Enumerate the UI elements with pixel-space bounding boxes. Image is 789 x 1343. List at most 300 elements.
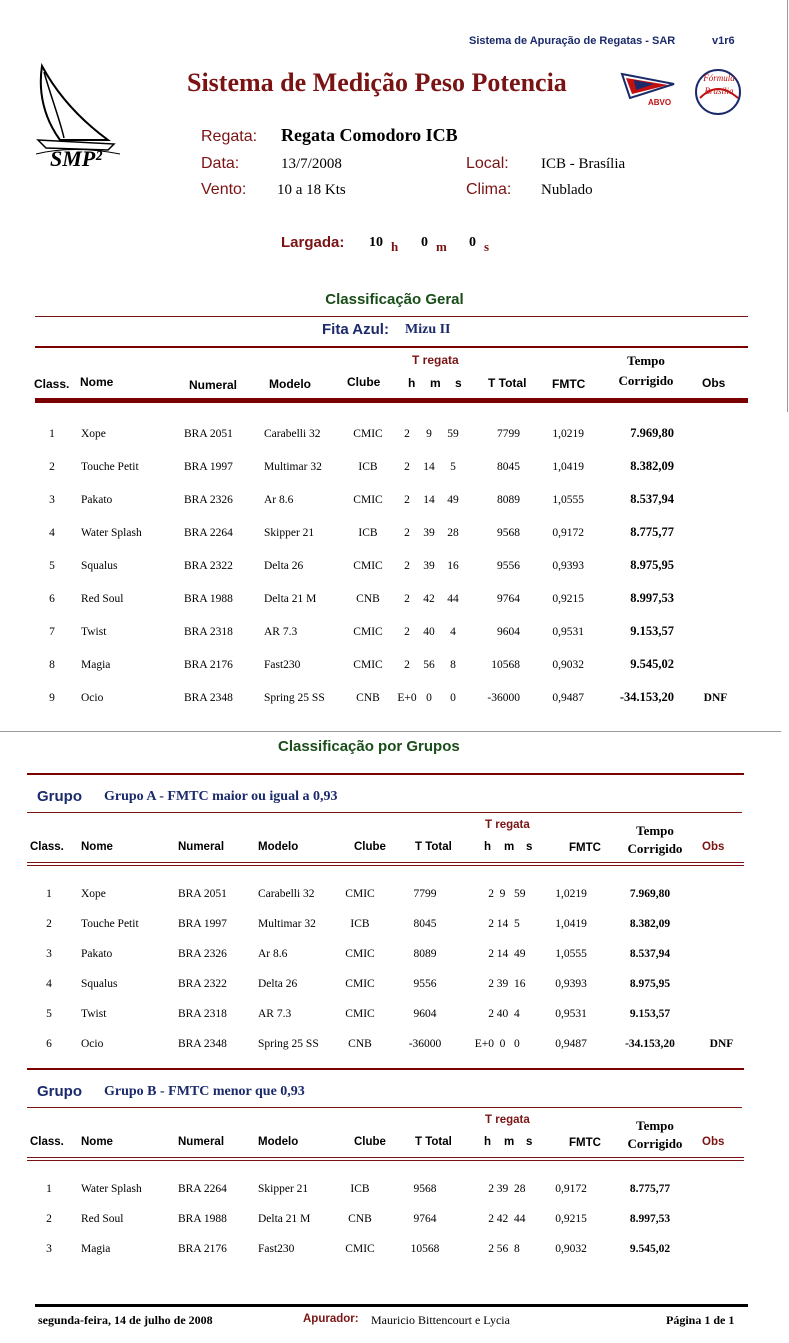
- cell-h: E+0: [397, 691, 417, 704]
- cell-ttotal: 8045: [497, 460, 520, 473]
- col-clube: Clube: [347, 375, 381, 389]
- vento-value: 10 a 18 Kts: [277, 182, 346, 198]
- cell-clube: CNB: [356, 592, 380, 605]
- cell-m: 39: [496, 1183, 509, 1195]
- cell-ttotal: 9568: [497, 526, 520, 539]
- cell-clube: CNB: [348, 1213, 372, 1225]
- col-tregata: T regata: [485, 819, 530, 831]
- local-label: Local:: [466, 155, 509, 172]
- cell-class: 5: [46, 1008, 52, 1020]
- cell-obs: [678, 615, 753, 648]
- cell-fmtc: 0,9032: [555, 1243, 587, 1255]
- cell-m: 40: [423, 625, 435, 638]
- cell-m: 39: [496, 978, 509, 990]
- cell-numeral: BRA 2326: [178, 948, 227, 960]
- cell-clube: ICB: [350, 1183, 370, 1195]
- cell-numeral: BRA 1988: [178, 1213, 227, 1225]
- cell-h: 2: [404, 559, 410, 572]
- cell-clube: CMIC: [353, 493, 383, 506]
- col-obs: Obs: [702, 1136, 725, 1148]
- cell-class: 5: [49, 559, 55, 572]
- cell-obs: [693, 939, 750, 969]
- cell-ttotal: 9604: [497, 625, 520, 638]
- cell-clube: CMIC: [353, 427, 383, 440]
- cell-nome: Magia: [81, 1243, 111, 1255]
- largada-hours-unit: h: [391, 239, 399, 254]
- cell-modelo: Spring 25 SS: [258, 1038, 319, 1050]
- cell-s: 8: [450, 658, 456, 671]
- cell-h: 2: [488, 1213, 494, 1225]
- smp-logo: [30, 62, 125, 177]
- cell-fmtc: 1,0419: [555, 918, 587, 930]
- cell-class: 4: [46, 978, 52, 990]
- cell-obs: [678, 648, 753, 681]
- cell-modelo: Delta 21 M: [258, 1213, 311, 1225]
- divider: [35, 1304, 748, 1307]
- cell-modelo: Fast230: [258, 1243, 295, 1255]
- col-obs: Obs: [702, 841, 725, 853]
- cell-m: 0: [499, 1038, 506, 1050]
- cell-fmtc: 0,9531: [552, 625, 584, 638]
- cell-nome: Xope: [81, 888, 106, 900]
- cell-nome: Squalus: [81, 978, 118, 990]
- cell-modelo: Delta 21 M: [264, 592, 317, 605]
- cell-nome: Water Splash: [81, 1183, 142, 1195]
- col-tregata: T regata: [485, 1114, 530, 1126]
- formula-text: Fórmula Brasília: [703, 73, 735, 96]
- cell-clube: ICB: [358, 460, 378, 473]
- cell-numeral: BRA 1997: [178, 918, 227, 930]
- divider: [27, 865, 744, 866]
- cell-tempo: -34.153,20: [619, 690, 674, 704]
- col-fmtc: FMTC: [569, 842, 601, 854]
- col-tempo: Tempo: [636, 823, 674, 838]
- cell-h: 2: [404, 592, 410, 605]
- cell-h: 2: [404, 658, 410, 671]
- cell-h: 2: [488, 948, 494, 960]
- cell-h: 2: [404, 625, 410, 638]
- table-row: [33, 582, 753, 615]
- cell-obs: [678, 549, 753, 582]
- cell-class: 3: [49, 493, 55, 506]
- cell-class: 2: [46, 918, 52, 930]
- col-ttotal: T Total: [415, 1136, 452, 1148]
- cell-tempo: 8.997,53: [630, 591, 674, 605]
- col-class: Class.: [30, 841, 64, 853]
- cell-m: 56: [423, 658, 435, 671]
- cell-ttotal: 9604: [413, 1008, 437, 1020]
- cell-modelo: Carabelli 32: [258, 888, 315, 900]
- cell-clube: CNB: [356, 691, 380, 704]
- cell-m: 14: [496, 918, 509, 930]
- cell-s: 0: [450, 691, 456, 704]
- cell-h: 2: [404, 526, 410, 539]
- cell-fmtc: 0,9172: [555, 1183, 587, 1195]
- cell-class: 6: [49, 592, 55, 605]
- cell-modelo: Fast230: [264, 658, 301, 671]
- cell-ttotal: 10568: [410, 1243, 440, 1255]
- cell-nome: Red Soul: [81, 592, 124, 605]
- cell-modelo: Ar 8.6: [264, 493, 294, 506]
- logo-text: SMP²: [50, 146, 102, 171]
- cell-s: 4: [450, 625, 456, 638]
- table-row: [30, 1204, 750, 1234]
- cell-tempo: 8.537,94: [629, 948, 671, 960]
- cell-ttotal: 9568: [413, 1183, 437, 1195]
- divider: [27, 1157, 744, 1158]
- cell-tempo: 8.382,09: [629, 918, 671, 930]
- cell-s: 44: [514, 1213, 526, 1225]
- cell-class: 8: [49, 658, 55, 671]
- col-modelo: Modelo: [258, 841, 299, 853]
- cell-fmtc: 0,9172: [552, 526, 584, 539]
- cell-s: 28: [447, 526, 459, 539]
- cell-obs: [693, 1204, 750, 1234]
- largada-minutes: 0: [421, 235, 428, 250]
- col-h: h: [484, 841, 492, 853]
- cell-obs: DNF: [703, 691, 728, 704]
- cell-numeral: BRA 2051: [184, 427, 233, 440]
- cell-s: 59: [447, 427, 459, 440]
- groups-title: Classificação por Grupos: [278, 738, 460, 755]
- cell-tempo: 9.153,57: [630, 624, 674, 638]
- divider: [27, 773, 744, 775]
- cell-tempo: 8.775,77: [630, 525, 674, 539]
- cell-fmtc: 0,9215: [555, 1213, 587, 1225]
- table-row: [33, 450, 753, 483]
- cell-numeral: BRA 2318: [184, 625, 233, 638]
- col-obs: Obs: [702, 376, 726, 390]
- table-row: [30, 1234, 750, 1264]
- cell-ttotal: 9764: [413, 1213, 437, 1225]
- cell-m: 42: [496, 1213, 509, 1225]
- cell-m: 39: [423, 526, 435, 539]
- system-label: Sistema de Apuração de Regatas - SAR: [469, 35, 676, 47]
- largada-label: Largada:: [281, 234, 345, 251]
- col-corrigido: Corrigido: [627, 1136, 683, 1151]
- col-modelo: Modelo: [269, 377, 311, 391]
- cell-obs: [693, 1234, 750, 1264]
- cell-obs: [678, 582, 753, 615]
- cell-modelo: AR 7.3: [258, 1008, 292, 1020]
- cell-clube: ICB: [358, 526, 378, 539]
- cell-ttotal: 8089: [413, 948, 437, 960]
- cell-numeral: BRA 2348: [184, 691, 233, 704]
- group-a-table: [30, 879, 750, 1059]
- cell-numeral: BRA 2318: [178, 1008, 227, 1020]
- fita-azul-label: Fita Azul:: [322, 321, 389, 338]
- cell-clube: CMIC: [345, 948, 375, 960]
- cell-tempo: 7.969,80: [630, 426, 674, 440]
- general-title: Classificação Geral: [325, 291, 464, 308]
- cell-obs: [693, 879, 750, 909]
- col-fmtc: FMTC: [569, 1137, 601, 1149]
- footer-apurador: Mauricio Bittencourt e Lycia: [371, 1313, 510, 1327]
- cell-fmtc: 0,9393: [555, 978, 587, 990]
- cell-modelo: Ar 8.6: [258, 948, 288, 960]
- system-version: v1r6: [712, 35, 735, 47]
- cell-nome: Pakato: [81, 948, 113, 960]
- cell-s: 28: [514, 1183, 526, 1195]
- cell-m: 9: [499, 888, 506, 900]
- table-row: [30, 1029, 750, 1059]
- cell-modelo: Carabelli 32: [264, 427, 321, 440]
- divider: [27, 1160, 744, 1161]
- cell-modelo: Delta 26: [258, 978, 298, 990]
- cell-s: 49: [514, 948, 526, 960]
- divider: [27, 1107, 742, 1108]
- divider: [27, 1068, 744, 1070]
- col-h: h: [408, 376, 416, 390]
- cell-m: 14: [423, 493, 435, 506]
- cell-tempo: 7.969,80: [629, 888, 671, 900]
- cell-s: 44: [447, 592, 459, 605]
- cell-tempo: 8.975,95: [629, 978, 671, 990]
- cell-s: 5: [450, 460, 456, 473]
- cell-h: 2: [488, 978, 494, 990]
- cell-numeral: BRA 2176: [178, 1243, 227, 1255]
- regata-label: Regata:: [201, 128, 258, 145]
- group-b-table: [30, 1174, 750, 1264]
- table-row: [30, 969, 750, 999]
- cell-h: 2: [404, 427, 410, 440]
- cell-tempo: 8.775,77: [629, 1183, 671, 1195]
- cell-numeral: BRA 2326: [184, 493, 233, 506]
- col-fmtc: FMTC: [552, 377, 586, 391]
- group-b-label: Grupo: [37, 1083, 82, 1100]
- cell-ttotal: 7799: [497, 427, 520, 440]
- cell-s: 49: [447, 493, 459, 506]
- col-m: m: [504, 841, 515, 853]
- divider: [0, 731, 781, 732]
- table-row: [30, 939, 750, 969]
- cell-h: 2: [488, 1183, 494, 1195]
- cell-class: 1: [49, 427, 55, 440]
- cell-tempo: 9.545,02: [630, 657, 674, 671]
- cell-tempo: 9.153,57: [629, 1008, 671, 1020]
- cell-s: 4: [514, 1008, 520, 1020]
- divider: [27, 812, 742, 813]
- cell-class: 2: [49, 460, 55, 473]
- col-tregata: T regata: [412, 353, 459, 367]
- cell-numeral: BRA 1997: [184, 460, 233, 473]
- cell-modelo: Skipper 21: [258, 1183, 309, 1195]
- cell-h: 2: [404, 460, 410, 473]
- cell-m: 56: [496, 1243, 509, 1255]
- table-row: [33, 516, 753, 549]
- cell-m: 0: [426, 691, 432, 704]
- cell-class: 7: [49, 625, 55, 638]
- col-corrigido: Corrigido: [618, 373, 674, 388]
- divider: [787, 0, 788, 412]
- cell-numeral: BRA 2322: [184, 559, 233, 572]
- cell-clube: CMIC: [353, 658, 383, 671]
- col-class: Class.: [34, 377, 70, 391]
- table-row: [33, 417, 753, 450]
- col-nome: Nome: [80, 375, 114, 389]
- cell-nome: Touche Petit: [81, 460, 139, 473]
- col-clube: Clube: [354, 1136, 386, 1148]
- cell-m: 14: [496, 948, 509, 960]
- cell-obs: [678, 450, 753, 483]
- clima-value: Nublado: [541, 182, 593, 198]
- cell-s: 16: [514, 978, 526, 990]
- table-row: [30, 1174, 750, 1204]
- col-numeral: Numeral: [189, 378, 238, 392]
- cell-class: 3: [46, 1243, 52, 1255]
- cell-h: 2: [404, 493, 410, 506]
- col-ttotal: T Total: [415, 841, 452, 853]
- cell-modelo: Delta 26: [264, 559, 304, 572]
- cell-numeral: BRA 2322: [178, 978, 227, 990]
- cell-fmtc: 0,9487: [555, 1038, 587, 1050]
- largada-minutes-unit: m: [436, 239, 447, 254]
- cell-obs: [678, 483, 753, 516]
- vento-label: Vento:: [201, 181, 247, 198]
- cell-h: 2: [488, 918, 494, 930]
- abvo-logo: [620, 70, 676, 110]
- table-row: [30, 909, 750, 939]
- cell-tempo: 8.975,95: [630, 558, 674, 572]
- col-s: s: [526, 1136, 533, 1148]
- table-row: [33, 549, 753, 582]
- cell-fmtc: 0,9032: [552, 658, 584, 671]
- cell-numeral: BRA 2051: [178, 888, 227, 900]
- cell-fmtc: 0,9215: [552, 592, 584, 605]
- cell-ttotal: 9764: [497, 592, 520, 605]
- cell-ttotal: 8045: [413, 918, 437, 930]
- col-class: Class.: [30, 1136, 64, 1148]
- cell-clube: CMIC: [353, 559, 383, 572]
- cell-fmtc: 1,0555: [555, 948, 587, 960]
- cell-ttotal: 9556: [497, 559, 520, 572]
- cell-tempo: 8.997,53: [629, 1213, 671, 1225]
- cell-class: 1: [46, 1183, 52, 1195]
- fita-azul-value: Mizu II: [405, 322, 451, 337]
- cell-clube: ICB: [350, 918, 370, 930]
- cell-fmtc: 1,0555: [552, 493, 584, 506]
- table-row: [33, 483, 753, 516]
- largada-seconds-unit: s: [484, 239, 490, 254]
- cell-m: 40: [496, 1008, 509, 1020]
- col-clube: Clube: [354, 841, 386, 853]
- col-m: m: [430, 376, 441, 390]
- cell-obs: [693, 1174, 750, 1204]
- cell-class: 9: [49, 691, 55, 704]
- group-a-name: Grupo A - FMTC maior ou igual a 0,93: [104, 789, 338, 804]
- cell-numeral: BRA 1988: [184, 592, 233, 605]
- cell-fmtc: 1,0219: [552, 427, 584, 440]
- footer-apurador-label: Apurador:: [303, 1313, 359, 1325]
- cell-s: 8: [514, 1243, 520, 1255]
- cell-nome: Twist: [81, 1008, 107, 1020]
- cell-nome: Xope: [81, 427, 106, 440]
- col-h: h: [484, 1136, 492, 1148]
- abvo-text: ABVO: [648, 98, 672, 107]
- col-modelo: Modelo: [258, 1136, 299, 1148]
- cell-numeral: BRA 2264: [184, 526, 233, 539]
- cell-nome: Water Splash: [81, 526, 142, 539]
- col-m: m: [504, 1136, 515, 1148]
- cell-s: 0: [514, 1038, 520, 1050]
- cell-class: 1: [46, 888, 52, 900]
- largada-hours: 10: [369, 235, 383, 250]
- cell-s: 59: [514, 888, 526, 900]
- divider: [35, 316, 748, 317]
- table-row: [33, 615, 753, 648]
- cell-clube: CNB: [348, 1038, 372, 1050]
- local-value: ICB - Brasília: [541, 156, 626, 172]
- cell-nome: Twist: [81, 625, 107, 638]
- data-value: 13/7/2008: [281, 156, 342, 172]
- cell-m: 42: [423, 592, 435, 605]
- cell-clube: CMIC: [353, 625, 383, 638]
- data-label: Data:: [201, 155, 240, 172]
- cell-m: 14: [423, 460, 435, 473]
- col-tempo: Tempo: [636, 1118, 674, 1133]
- col-numeral: Numeral: [178, 1136, 225, 1148]
- regata-name: Regata Comodoro ICB: [281, 125, 458, 145]
- col-nome: Nome: [81, 1136, 113, 1148]
- cell-h: 2: [488, 1243, 494, 1255]
- cell-nome: Ocio: [81, 691, 104, 704]
- cell-h: E+0: [474, 1038, 494, 1050]
- cell-tempo: 9.545,02: [629, 1243, 671, 1255]
- cell-fmtc: 0,9531: [555, 1008, 587, 1020]
- col-s: s: [526, 841, 533, 853]
- cell-modelo: Multimar 32: [258, 918, 316, 930]
- divider: [27, 862, 744, 863]
- cell-obs: DNF: [709, 1038, 734, 1050]
- cell-nome: Squalus: [81, 559, 118, 572]
- cell-ttotal: 9556: [413, 978, 437, 990]
- cell-numeral: BRA 2348: [178, 1038, 227, 1050]
- cell-modelo: Multimar 32: [264, 460, 322, 473]
- cell-h: 2: [488, 888, 494, 900]
- cell-nome: Ocio: [81, 1038, 104, 1050]
- cell-m: 9: [426, 427, 432, 440]
- footer-date: segunda-feira, 14 de julho de 2008: [38, 1313, 213, 1327]
- col-ttotal: T Total: [488, 376, 527, 390]
- cell-ttotal: -36000: [408, 1038, 442, 1050]
- cell-obs: [693, 969, 750, 999]
- cell-tempo: 8.382,09: [630, 459, 674, 473]
- col-tempo: Tempo: [627, 353, 665, 368]
- cell-nome: Red Soul: [81, 1213, 124, 1225]
- cell-numeral: BRA 2176: [184, 658, 233, 671]
- cell-class: 2: [46, 1213, 52, 1225]
- cell-fmtc: 0,9487: [552, 691, 584, 704]
- cell-class: 3: [46, 948, 52, 960]
- cell-clube: CMIC: [345, 978, 375, 990]
- col-numeral: Numeral: [178, 841, 225, 853]
- table-row: [33, 681, 753, 714]
- cell-nome: Magia: [81, 658, 111, 671]
- table-row: [30, 999, 750, 1029]
- cell-modelo: AR 7.3: [264, 625, 298, 638]
- general-table: [33, 417, 753, 714]
- cell-class: 4: [49, 526, 55, 539]
- table-row: [30, 879, 750, 909]
- col-nome: Nome: [81, 841, 113, 853]
- cell-obs: [693, 909, 750, 939]
- cell-fmtc: 0,9393: [552, 559, 584, 572]
- cell-s: 16: [447, 559, 459, 572]
- cell-m: 39: [423, 559, 435, 572]
- cell-h: 2: [488, 1008, 494, 1020]
- page-title: Sistema de Medição Peso Potencia: [187, 68, 567, 97]
- cell-numeral: BRA 2264: [178, 1183, 227, 1195]
